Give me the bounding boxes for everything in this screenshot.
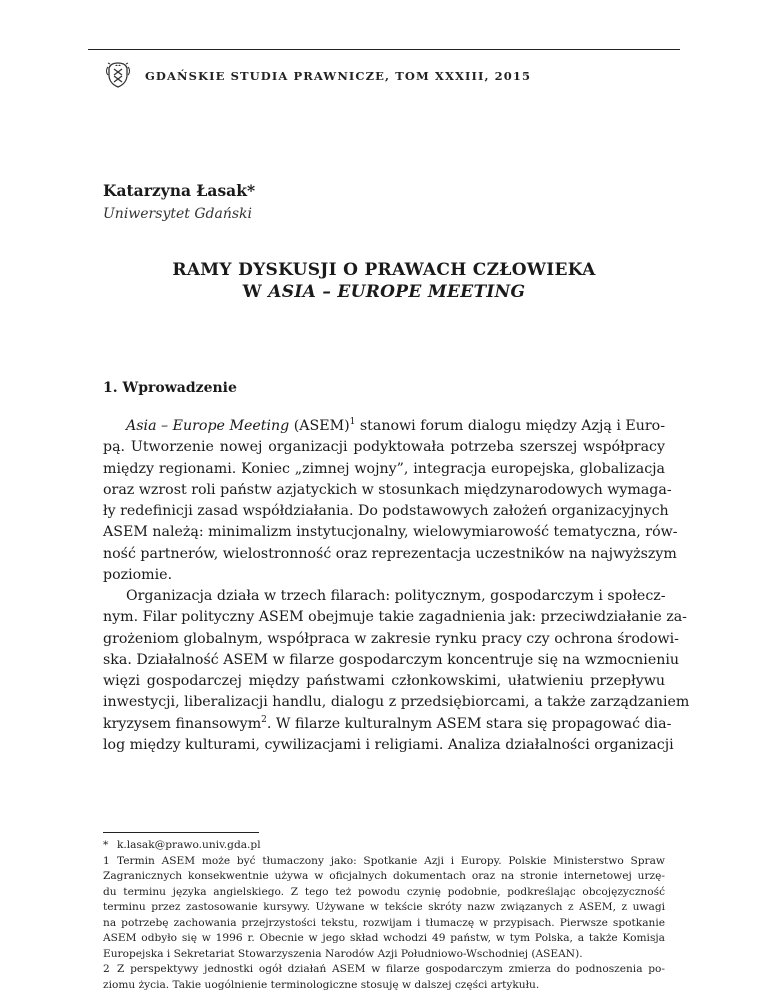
header-rule [88, 49, 680, 50]
italic-term: Asia – Europe Meeting [126, 418, 290, 434]
paragraph-line: Organizacja działa w trzech filarach: politycznym, gospodarczym i społecz- [126, 588, 666, 604]
journal-header: GDAŃSKIE STUDIA PRAWNICZE, TOM XXXIII, 2015 [145, 69, 532, 83]
paragraph-line: grożeniom globalnym, współpraca w zakresie rynku pracy czy ochrona środowi- [103, 630, 679, 647]
paragraph-line: Asia – Europe Meeting (ASEM)$^1$ stanowi forum dialogu między Azją i Euro- [126, 417, 665, 434]
footnote-mark: * [103, 839, 109, 851]
paragraph-1 [103, 416, 678, 586]
paragraph-line: log między kulturami, cywilizacjami i religiami. Analiza działalności organizacji [103, 737, 674, 754]
paragraph-2 [103, 586, 690, 756]
footnote-mark: 1 [103, 854, 110, 867]
footnote-line: na potrzebę zachowania przejrzystości tekstu, rozwijam i tłumaczę w przypisach. Pierwsze spotkanie [103, 916, 665, 929]
paragraph-line: ska. Działalność ASEM w filarze gospodarczym koncentruje się na wzmocnieniu [103, 651, 680, 668]
footnote-ref: 1 [349, 417, 356, 427]
gdansk-coat-of-arms-icon [104, 61, 132, 89]
paragraph-line: kryzysem finansowym$^2$. W filarze kulturalnym ASEM stara się propagować dia- [103, 714, 672, 732]
section-heading: 1. Wprowadzenie [103, 380, 237, 396]
paragraph-line: nym. Filar polityczny ASEM obejmuje takie zagadnienia jak: przeciwdziałanie za- [103, 609, 687, 626]
title-italic: ASIA – EUROPE MEETING [268, 282, 526, 302]
article-title-line-2 [103, 282, 665, 302]
paragraph-line: więzi gospodarczej między państwami członkowskimi, ułatwieniu przepływu [103, 673, 665, 690]
footnote-mark: 2 [103, 963, 110, 975]
footnote-1: 1 Termin ASEM może być tłumaczony jako: Spotkanie Azji i Europy. Polskie Ministerstwo Spraw Zagranicznych konsekwentnie używa w oficjalnych dokumentach oraz na stronie internetowej urzę- du terminu języka angielskiego. Z tego też powodu czynię podobnie, podkreślając obcojęzyczność terminu przez zastosowanie kursywy. Używane w tekście skróty nazw związanych z ASEM, z uwagi na potrzebę zachowania przejrzystości tekstu, rozwijam i tłumaczę w przypisach. Pierwsze spotkanie ASEM odbyło się w 1996 r. Obecnie w jego skład wchodzi 49 państw, w tym Polska, a także Komisja Europejska i Sekretariat Stowarzyszenia Narodów Azji Południowo-Wschodniej (ASEAN). [103, 854, 665, 963]
paragraph-line: między regionami. Koniec „zimnej wojny”, integracja europejska, globalizacja [103, 460, 665, 477]
footnote-line: du terminu języka angielskiego. Z tego też powodu czynię podobnie, podkreślając obcojęzyczność [103, 885, 665, 898]
author-name: Katarzyna Łasak* [103, 181, 256, 200]
footnote-line: terminu przez zastosowanie kursywy. Używane w tekście skróty nazw związanych z ASEM, z uwagi [103, 901, 665, 913]
paragraph-line: poziomie. [103, 567, 173, 584]
title-prefix: W [242, 282, 269, 302]
footnote-line: ziomu życia. Takie uogólnienie terminologiczne stosuję w dalszej części artykułu. [103, 978, 540, 991]
paragraph-line: inwestycji, liberalizacji handlu, dialogu z przedsiębiorcami, a także zarządzaniem [103, 694, 690, 711]
paragraph-line: ność partnerów, wielostronność oraz reprezentacja uczestników na najwyższym [103, 545, 677, 562]
footnote-star [103, 838, 665, 854]
footnote-line: Zagranicznych konsekwentnie używa w oficjalnych dokumentach oraz na stronie internetowej urzę- [103, 870, 665, 882]
footnote-2: 2 Z perspektywy jednostki ogół działań ASEM w filarze gospodarczym zmierza do podnoszenia po- ziomu życia. Takie uogólnienie terminologiczne stosuję w dalszej części artykułu. [103, 962, 665, 993]
footnote-line: ASEM odbyło się w 1996 r. Obecnie w jego skład wchodzi 49 państw, w tym Polska, a także Komisja [103, 932, 665, 944]
author-email: k.lasak@prawo.univ.gda.pl [117, 839, 261, 851]
footnote-line: Europejska i Sekretariat Stowarzyszenia Narodów Azji Południowo-Wschodniej (ASEAN). [103, 947, 583, 960]
article-title-line-1: RAMY DYSKUSJI O PRAWACH CZŁOWIEKA [172, 260, 596, 280]
paragraph-line: ASEM należą: minimalizm instytucjonalny, wielowymiarowość tematyczna, rów- [103, 524, 678, 541]
paragraph-line: ły redefinicji zasad współdziałania. Do podstawowych założeń organizacyjnych [103, 503, 669, 520]
footnote-rule [103, 832, 259, 833]
paragraph-line: oraz wzrost roli państw azjatyckich w stosunkach międzynarodowych wymaga- [103, 481, 672, 498]
paragraph-line: pą. Utworzenie nowej organizacji podyktowała potrzeba szerszej współpracy [103, 439, 665, 456]
footnote-ref: 2 [261, 714, 267, 725]
author-affiliation: Uniwersytet Gdański [103, 206, 252, 222]
